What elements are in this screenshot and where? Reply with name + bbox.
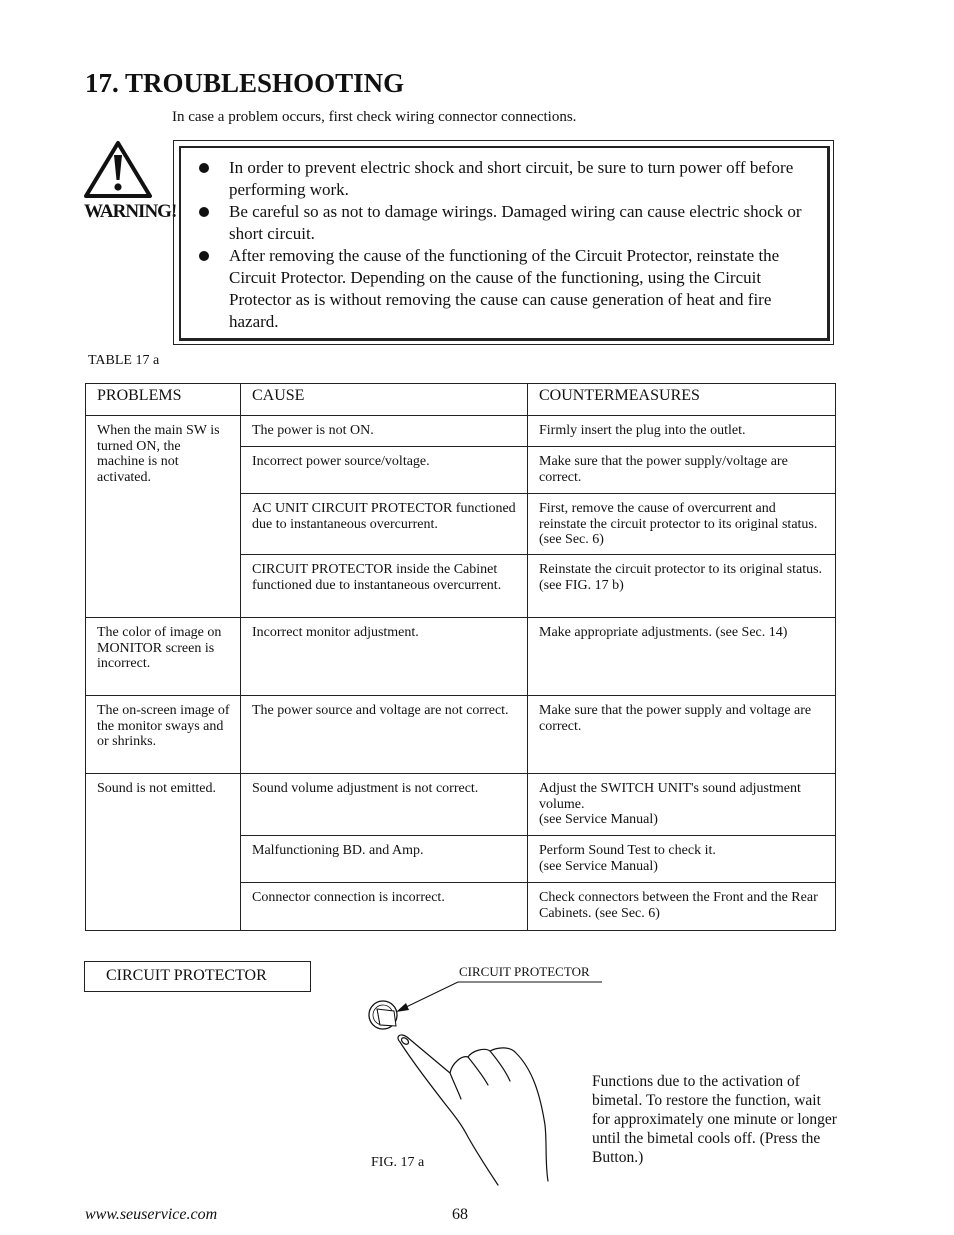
cause-cell: Malfunctioning BD. and Amp. xyxy=(241,836,528,883)
measure-cell: Make appropriate adjustments. (see Sec. 14) xyxy=(528,618,836,696)
problem-cell: When the main SW is turned ON, the machine is not activated. xyxy=(86,416,241,618)
measure-cell: Adjust the SWITCH UNIT's sound adjustment volume. (see Service Manual) xyxy=(528,774,836,836)
protector-button-icon xyxy=(369,1001,397,1029)
bullet-icon xyxy=(199,251,209,261)
intro-text: In case a problem occurs, first check wiring connector connections. xyxy=(172,109,577,125)
cause-cell: The power source and voltage are not correct. xyxy=(241,696,528,774)
warning-item: Be careful so as not to damage wirings. Damaged wiring can cause electric shock or short circuit. xyxy=(199,201,807,245)
measure-cell: Check connectors between the Front and the Rear Cabinets. (see Sec. 6) xyxy=(528,883,836,931)
problem-cell: Sound is not emitted. xyxy=(86,774,241,931)
table-row xyxy=(86,696,836,774)
header-problems: PROBLEMS xyxy=(86,384,241,416)
measure-cell: Make sure that the power supply/voltage are correct. xyxy=(528,447,836,494)
bullet-icon xyxy=(199,207,209,217)
cause-cell: Connector connection is incorrect. xyxy=(241,883,528,931)
table-header-row xyxy=(86,384,836,416)
warning-item: After removing the cause of the functioning of the Circuit Protector, reinstate the Circuit Protector. Depending on the cause of the functioning, using the Circuit Protector as is without removing the cause can cause generation of heat and fire hazard. xyxy=(199,245,807,333)
figure-note: Functions due to the activation of bimetal. To restore the function, wait for approximately one minute or longer until the bimetal cools off. (Press the Button.) xyxy=(592,1073,837,1166)
table-row xyxy=(86,618,836,696)
measure-cell: First, remove the cause of overcurrent and reinstate the circuit protector to its original status. (see Sec. 6) xyxy=(528,494,836,555)
figure-caption: FIG. 17 a xyxy=(371,1155,425,1170)
measure-cell: Perform Sound Test to check it. (see Service Manual) xyxy=(528,836,836,883)
page-title: 17. TROUBLESHOOTING xyxy=(85,68,405,98)
arrow-head-icon xyxy=(396,1003,409,1012)
header-cause: CAUSE xyxy=(241,384,528,416)
table-row xyxy=(86,416,836,447)
warning-box xyxy=(173,140,834,345)
header-countermeasures: COUNTERMEASURES xyxy=(528,384,836,416)
warning-item: In order to prevent electric shock and short circuit, be sure to turn power off before performing work. xyxy=(199,157,807,201)
cause-cell: Sound volume adjustment is not correct. xyxy=(241,774,528,836)
table-row xyxy=(86,774,836,836)
cause-cell: The power is not ON. xyxy=(241,416,528,447)
problem-cell: The on-screen image of the monitor sways and or shrinks. xyxy=(86,696,241,774)
troubleshooting-table xyxy=(85,383,836,931)
bullet-icon xyxy=(199,163,209,173)
cause-cell: CIRCUIT PROTECTOR inside the Cabinet functioned due to instantaneous overcurrent. xyxy=(241,555,528,618)
circuit-protector-heading: CIRCUIT PROTECTOR xyxy=(84,961,311,992)
warning-list xyxy=(199,157,807,333)
measure-cell: Firmly insert the plug into the outlet. xyxy=(528,416,836,447)
cause-cell: Incorrect monitor adjustment. xyxy=(241,618,528,696)
cause-cell: Incorrect power source/voltage. xyxy=(241,447,528,494)
table-label: TABLE 17 a xyxy=(88,353,160,368)
measure-cell: Reinstate the circuit protector to its original status. (see FIG. 17 b) xyxy=(528,555,836,618)
measure-cell: Make sure that the power supply and voltage are correct. xyxy=(528,696,836,774)
warning-label: WARNING! xyxy=(84,201,177,222)
figure-callout: CIRCUIT PROTECTOR xyxy=(459,964,590,979)
cause-cell: AC UNIT CIRCUIT PROTECTOR functioned due to instantaneous overcurrent. xyxy=(241,494,528,555)
problem-cell: The color of image on MONITOR screen is incorrect. xyxy=(86,618,241,696)
page-number: 68 xyxy=(452,1206,468,1223)
footer-url: www.seuservice.com xyxy=(85,1206,218,1223)
